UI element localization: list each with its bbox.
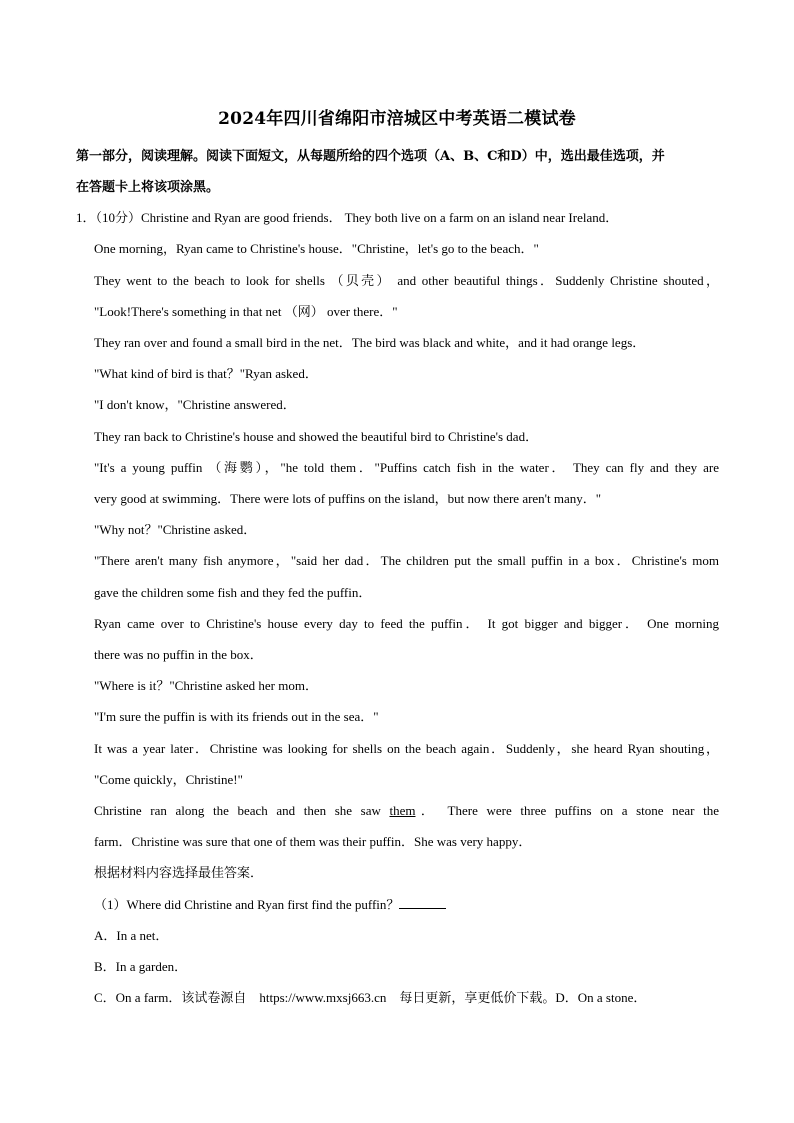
question-1 [94, 894, 719, 913]
passage-line: Ryan came over to Christine's house every day to feed the puffin． It got bigger and bigger． One morning [94, 616, 719, 631]
passage-line: "It's a young puffin （海鹦），"he told them．"Puffins catch fish in the water． They can fly and they are [94, 460, 719, 475]
option-c-d: C．On a farm．该试卷源自 https://www.mxsj663.cn 每日更新，享更低价下载。D．On a stone． [94, 990, 647, 1005]
passage-line: "Look!There's something in that net （网） over there．" [94, 304, 398, 319]
passage-text: Christine and Ryan are good friends． They both live on a farm on an island near Ireland． [141, 210, 619, 225]
option-b: B．In a garden． [94, 959, 188, 974]
instructions-line-2: 在答题卡上将该项涂黑。 [76, 180, 220, 195]
passage-line: "Where is it？"Christine asked her mom． [94, 678, 318, 693]
passage-line: They ran back to Christine's house and showed the beautiful bird to Christine's dad． [94, 429, 539, 444]
passage-line: farm．Christine was sure that one of them was their puffin．She was very happy． [94, 834, 532, 849]
passage-line: They went to the beach to look for shells （贝壳） and other beautiful things．Suddenly Christine shouted， [94, 273, 719, 288]
passage-line: gave the children some fish and they fed the puffin． [94, 585, 372, 600]
passage-line: "I don't know，"Christine answered． [94, 397, 296, 412]
page-title: 2024年四川省绵阳市涪城区中考英语二模试卷 [218, 109, 576, 129]
question-number: 1．（10分） [76, 210, 142, 225]
answer-blank [399, 898, 446, 909]
passage-line: "What kind of bird is that？"Ryan asked． [94, 366, 318, 381]
passage-line: "I'm sure the puffin is with its friends out in the sea．" [94, 709, 379, 724]
passage-text: Christine ran along the beach and then she saw [94, 803, 390, 818]
passage-line: very good at swimming．There were lots of puffins on the island，but now there aren't many．" [94, 491, 602, 506]
passage-line: "There aren't many fish anymore，"said her dad．The children put the small puffin in a box．Christine's mom [94, 553, 719, 568]
question-prompt: 根据材料内容选择最佳答案． [94, 865, 264, 880]
question-1-text: （1）Where did Christine and Ryan first find the puffin？ [94, 897, 400, 912]
passage-line: "Why not？"Christine asked． [94, 522, 257, 537]
passage-line: It was a year later．Christine was looking for shells on the beach again．Suddenly，she heard Ryan shouting， [94, 741, 719, 756]
passage-line-them [94, 800, 719, 819]
passage-line: "Come quickly，Christine!" [94, 772, 243, 787]
option-a: A．In a net． [94, 928, 169, 943]
passage-line: One morning，Ryan came to Christine's house．"Christine，let's go to the beach．" [94, 241, 539, 256]
underlined-word: them [389, 803, 416, 818]
passage-first-line [76, 207, 720, 226]
passage-line: there was no puffin in the box． [94, 647, 263, 662]
passage-line: They ran over and found a small bird in the net．The bird was black and white，and it had orange legs． [94, 335, 646, 350]
passage-text: ． There were three puffins on a stone near the [415, 803, 719, 818]
instructions-line-1: 第一部分，阅读理解。阅读下面短文，从每题所给的四个选项（A、B、C和D）中，选出最佳选项，并 [76, 149, 665, 164]
